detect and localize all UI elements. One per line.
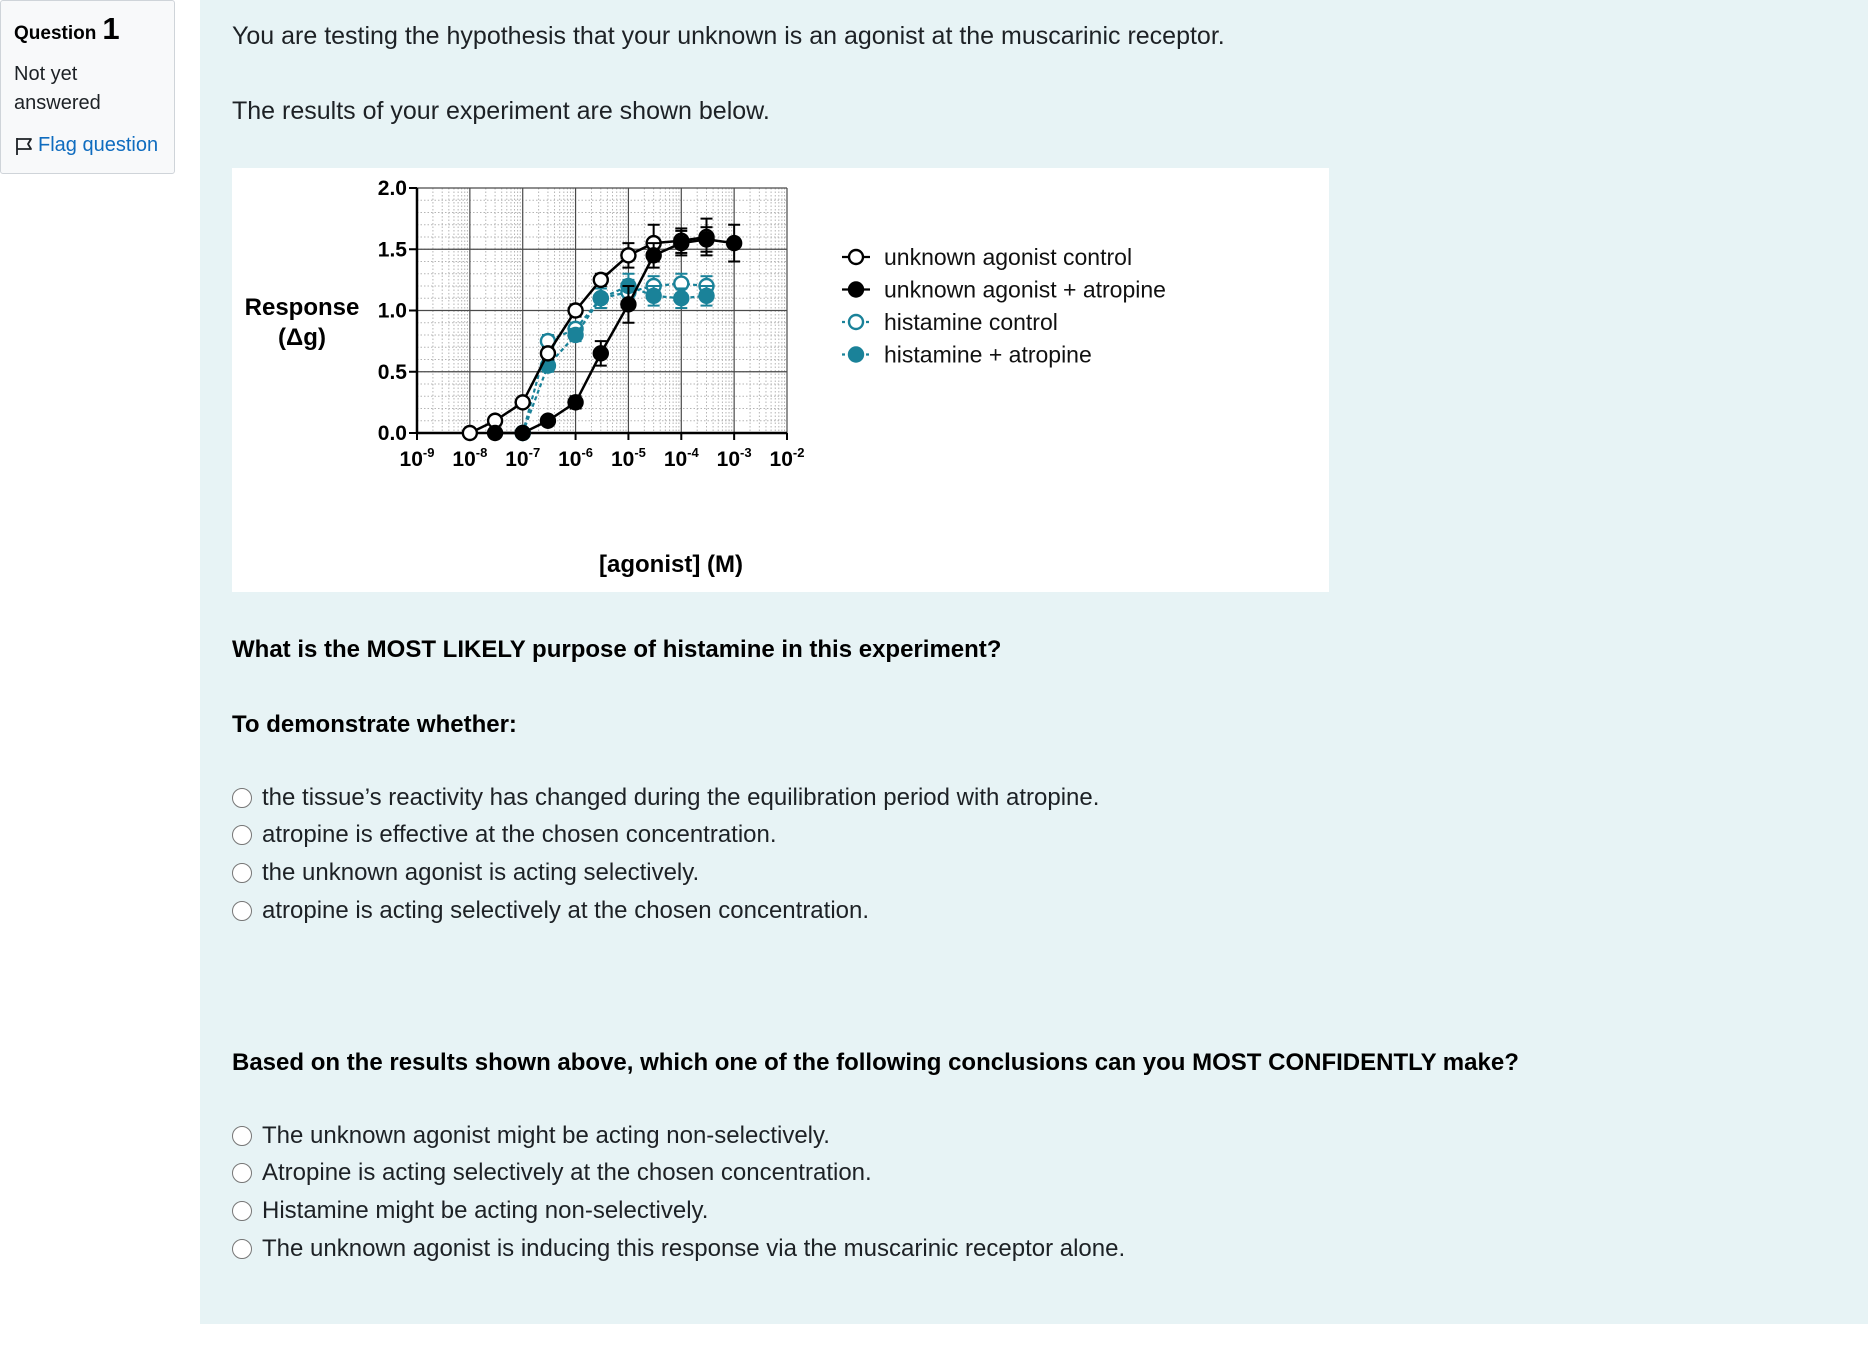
y-tick-label: 1.0: [377, 299, 407, 323]
q1-option-a-label: the tissue’s reactivity has changed during the equilibration period with atropine.: [262, 783, 1100, 811]
legend-label: unknown agonist control: [884, 244, 1133, 270]
y-tick-label: 2.0: [377, 177, 407, 200]
data-point: [594, 291, 608, 305]
question-1-text: What is the MOST LIKELY purpose of histamine in this experiment?: [232, 636, 1002, 663]
data-point: [674, 236, 688, 250]
data-point: [621, 297, 635, 311]
data-point: [594, 273, 608, 287]
q2-option-a-label: The unknown agonist might be acting non-selectively.: [262, 1121, 830, 1149]
data-point: [541, 346, 555, 360]
intro-text-2: The results of your experiment are shown below.: [232, 97, 770, 125]
legend-item-2: [842, 309, 1058, 335]
question-number-value: 1: [102, 11, 120, 46]
legend-swatch-marker: [849, 250, 863, 264]
data-point: [463, 426, 477, 440]
data-point: [594, 346, 608, 360]
legend-label: histamine control: [884, 309, 1058, 335]
y-tick-label: 0.0: [377, 422, 407, 445]
chart-legend: [842, 244, 1166, 368]
q1-option-b-radio[interactable]: [232, 825, 252, 845]
legend-swatch-marker: [849, 348, 863, 362]
q2-option-a-radio[interactable]: [232, 1126, 252, 1146]
x-axis-label: [agonist] (M): [599, 551, 743, 578]
q2-option-b[interactable]: [230, 1155, 1125, 1193]
legend-item-1: [842, 277, 1166, 303]
data-point: [541, 414, 555, 428]
x-tick-label: $10^{-9}$: [399, 445, 435, 471]
legend-swatch-marker: [849, 315, 863, 329]
q2-option-a[interactable]: [230, 1117, 1125, 1155]
flag-question-label: Flag question: [38, 134, 159, 156]
q2-option-d-radio[interactable]: [232, 1239, 252, 1259]
q1-option-b-label: atropine is effective at the chosen concentration.: [262, 821, 777, 849]
question-2-answers: [230, 1117, 1125, 1267]
legend-label: unknown agonist + atropine: [884, 276, 1166, 303]
data-point: [516, 395, 530, 409]
q1-option-d[interactable]: [230, 892, 1099, 930]
x-tick-label: $10^{-5}$: [610, 445, 646, 471]
question-2-text: Based on the results shown above, which one of the following conclusions can you MOST CONFIDENTLY make?: [232, 1049, 1519, 1076]
question-label: Question: [14, 23, 97, 44]
data-point: [569, 395, 583, 409]
question-1-answers: [230, 779, 1099, 929]
flag-question-link[interactable]: [14, 134, 161, 157]
q2-option-c-radio[interactable]: [232, 1201, 252, 1221]
y-tick-label: 0.5: [377, 360, 407, 384]
data-point: [516, 426, 530, 440]
dose-response-chart: [232, 168, 1329, 592]
question-number: [14, 11, 161, 47]
results-chart: [232, 168, 1329, 592]
q1-option-a[interactable]: [230, 779, 1099, 817]
x-tick-label: $10^{-3}$: [716, 445, 752, 471]
q2-option-d-label: The unknown agonist is inducing this response via the muscarinic receptor alone.: [262, 1234, 1126, 1262]
x-tick-label: $10^{-4}$: [663, 445, 699, 471]
legend-label: histamine + atropine: [884, 341, 1092, 368]
q1-option-a-radio[interactable]: [232, 788, 252, 808]
q1-option-d-radio[interactable]: [232, 901, 252, 921]
q1-option-c-radio[interactable]: [232, 863, 252, 883]
legend-item-3: [842, 342, 1092, 368]
question-1-subtext: To demonstrate whether:: [232, 711, 517, 738]
x-tick-label: $10^{-7}$: [505, 445, 541, 471]
data-point: [727, 236, 741, 250]
q1-option-b[interactable]: [230, 817, 1099, 855]
flag-icon: [14, 136, 34, 156]
data-point: [621, 248, 635, 262]
question-info-panel: [0, 0, 175, 174]
q1-option-d-label: atropine is acting selectively at the chosen concentration.: [262, 896, 870, 924]
x-tick-label: $10^{-8}$: [452, 445, 488, 471]
y-tick-label: 1.5: [377, 238, 407, 262]
chart-series: [463, 219, 741, 440]
q2-option-d[interactable]: [230, 1230, 1125, 1268]
legend-swatch-marker: [849, 283, 863, 297]
intro-text-1: You are testing the hypothesis that your unknown is an agonist at the muscarinic receptor.: [232, 22, 1225, 50]
question-content: [200, 0, 1868, 1324]
data-point: [700, 289, 714, 303]
data-point: [674, 291, 688, 305]
q1-option-c-label: the unknown agonist is acting selectively.: [262, 858, 700, 886]
q2-option-b-label: Atropine is acting selectively at the chosen concentration.: [262, 1159, 872, 1187]
x-tick-label: $10^{-2}$: [769, 445, 805, 471]
q2-option-b-radio[interactable]: [232, 1163, 252, 1183]
y-axis-label-line2: (Δg): [278, 324, 326, 351]
data-point: [488, 426, 502, 440]
data-point: [700, 232, 714, 246]
data-point: [647, 289, 661, 303]
q1-option-c[interactable]: [230, 854, 1099, 892]
x-tick-label: $10^{-6}$: [558, 445, 594, 471]
question-state: Not yet answered: [14, 63, 101, 114]
data-point: [647, 248, 661, 262]
q2-option-c[interactable]: [230, 1192, 1125, 1230]
legend-item-0: [842, 244, 1132, 270]
y-axis-label-line1: Response: [244, 294, 360, 321]
data-point: [569, 304, 583, 318]
q2-option-c-label: Histamine might be acting non-selectively.: [262, 1196, 709, 1224]
data-point: [569, 328, 583, 342]
